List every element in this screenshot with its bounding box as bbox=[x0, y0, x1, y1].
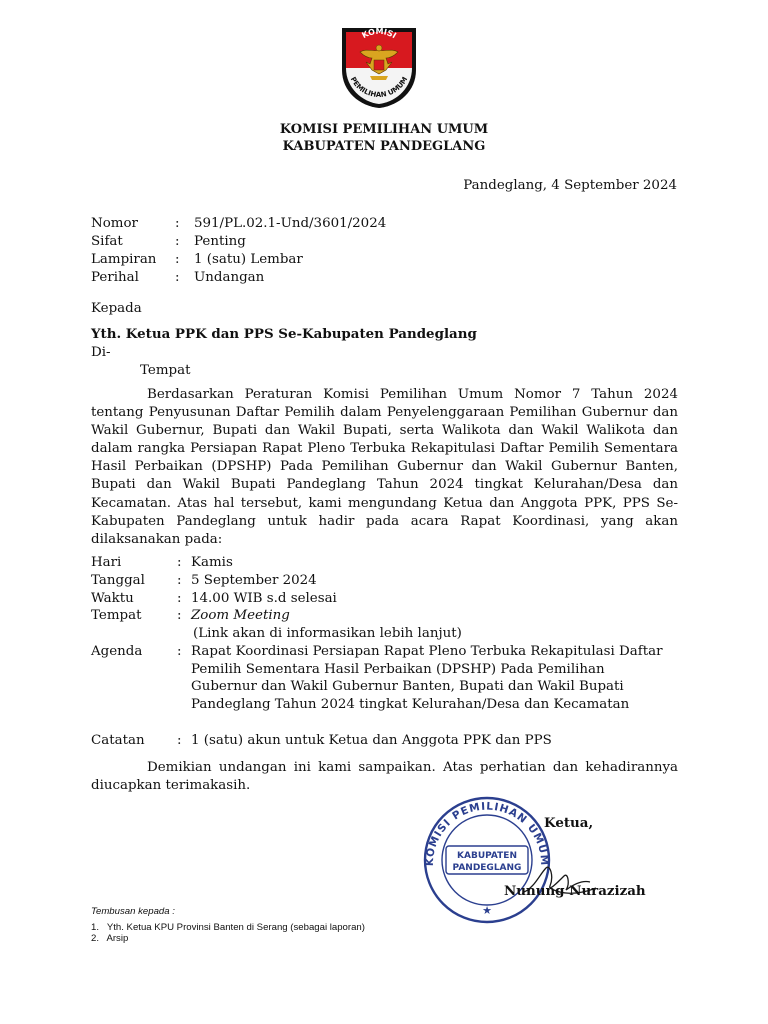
detail-colon: : bbox=[177, 733, 182, 748]
detail-value: 14.00 WIB s.d selesai bbox=[191, 591, 337, 606]
signature-title: Ketua, bbox=[544, 815, 594, 831]
meta-colon: : bbox=[175, 216, 180, 231]
detail-value: Zoom Meeting bbox=[191, 608, 290, 623]
detail-label: Hari bbox=[91, 555, 122, 570]
stamp-line1: KABUPATEN bbox=[457, 851, 517, 861]
meta-colon: : bbox=[175, 270, 180, 285]
body-paragraph bbox=[91, 386, 678, 549]
detail-label: Tempat bbox=[91, 608, 142, 623]
closing-paragraph bbox=[91, 759, 678, 795]
detail-value: Kamis bbox=[191, 555, 233, 570]
tembusan-title: Tembusan kepada : bbox=[91, 906, 175, 917]
signature-name: Nunung Nurazizah bbox=[504, 883, 646, 899]
meta-label: Lampiran bbox=[91, 252, 157, 267]
detail-value: 5 September 2024 bbox=[191, 573, 317, 588]
logo-text-bottom: PEMILIHAN UMUM bbox=[348, 75, 410, 100]
detail-colon: : bbox=[177, 573, 182, 588]
meta-colon: : bbox=[175, 234, 180, 249]
detail-label: Agenda bbox=[91, 644, 143, 659]
meta-colon: : bbox=[175, 252, 180, 267]
detail-colon: : bbox=[177, 591, 182, 606]
logo-text-top: KOMISI bbox=[360, 26, 398, 41]
recipient-kepada: Kepada bbox=[91, 301, 142, 316]
detail-colon: : bbox=[177, 608, 182, 623]
detail-colon: : bbox=[177, 555, 182, 570]
meta-label: Nomor bbox=[91, 216, 138, 231]
star-icon: ★ bbox=[482, 904, 492, 917]
closing-text: Demikian undangan ini kami sampaikan. Atas perhatian dan kehadirannya diucapkan terimakasih. bbox=[91, 760, 678, 794]
tembusan-item: 1. Yth. Ketua KPU Provinsi Banten di Serang (sebagai laporan) bbox=[91, 922, 365, 933]
meta-value: 591/PL.02.1-Und/3601/2024 bbox=[194, 216, 387, 231]
stamp-line2: PANDEGLANG bbox=[452, 863, 522, 873]
stamp-ring-text: KOMISI PEMILIHAN UMUM bbox=[423, 800, 551, 867]
meta-value: 1 (satu) Lembar bbox=[194, 252, 303, 267]
recipient-tempat: Tempat bbox=[140, 363, 191, 378]
org-name-line2: KABUPATEN PANDEGLANG bbox=[282, 139, 486, 154]
meta-label: Perihal bbox=[91, 270, 139, 285]
detail-colon: : bbox=[177, 644, 182, 659]
detail-note: (Link akan di informasikan lebih lanjut) bbox=[193, 626, 462, 641]
tembusan-item: 2. Arsip bbox=[91, 933, 129, 944]
detail-label: Tanggal bbox=[91, 573, 145, 588]
recipient-yth: Yth. Ketua PPK dan PPS Se-Kabupaten Pandeglang bbox=[91, 326, 477, 342]
body-text: Berdasarkan Peraturan Komisi Pemilihan Umum Nomor 7 Tahun 2024 tentang Penyusunan Daftar Pemilih dalam Penyelenggaraan Pemilihan Gubernur dan Wakil Gubernur, Bupati dan Wakil Bupati, serta Walikota dan Wakil Walikota dan dalam rangka Persiapan Rapat Pleno Terbuka Rekapitulasi Daftar Pemilih Sementara Hasil Perbaikan (DPSHP) Pada Pemilihan Gubernur dan Wakil Gubernur Banten, Bupati dan Wakil Bupati Pandeglang Tahun 2024 tingkat Kelurahan/Desa dan Kecamatan. Atas hal tersebut, kami mengundang Ketua dan Anggota PPK, PPS Se-Kabupaten Pandeglang untuk hadir pada acara Rapat Koordinasi, yang akan dilaksanakan pada: bbox=[91, 387, 678, 547]
detail-value: Rapat Koordinasi Persiapan Rapat Pleno Terbuka Rekapitulasi Daftar Pemilih Sementara Hasil Perbaikan (DPSHP) Pada Pemilihan Gubernur dan Wakil Gubernur Banten, Bupati dan Wakil Bupati Pandeglang Tahun 2024 tingkat Kelurahan/Desa dan Kecamatan bbox=[191, 644, 663, 712]
detail-label: Catatan bbox=[91, 733, 145, 748]
detail-label: Waktu bbox=[91, 591, 134, 606]
detail-value: 1 (satu) akun untuk Ketua dan Anggota PPK dan PPS bbox=[191, 733, 552, 748]
kpu-logo bbox=[336, 22, 422, 110]
meta-value: Undangan bbox=[194, 270, 265, 285]
meta-value: Penting bbox=[194, 234, 246, 249]
recipient-di: Di- bbox=[91, 345, 111, 360]
org-name-line1: KOMISI PEMILIHAN UMUM bbox=[279, 122, 489, 137]
meta-label: Sifat bbox=[91, 234, 123, 249]
date-place: Pandeglang, 4 September 2024 bbox=[463, 178, 677, 193]
